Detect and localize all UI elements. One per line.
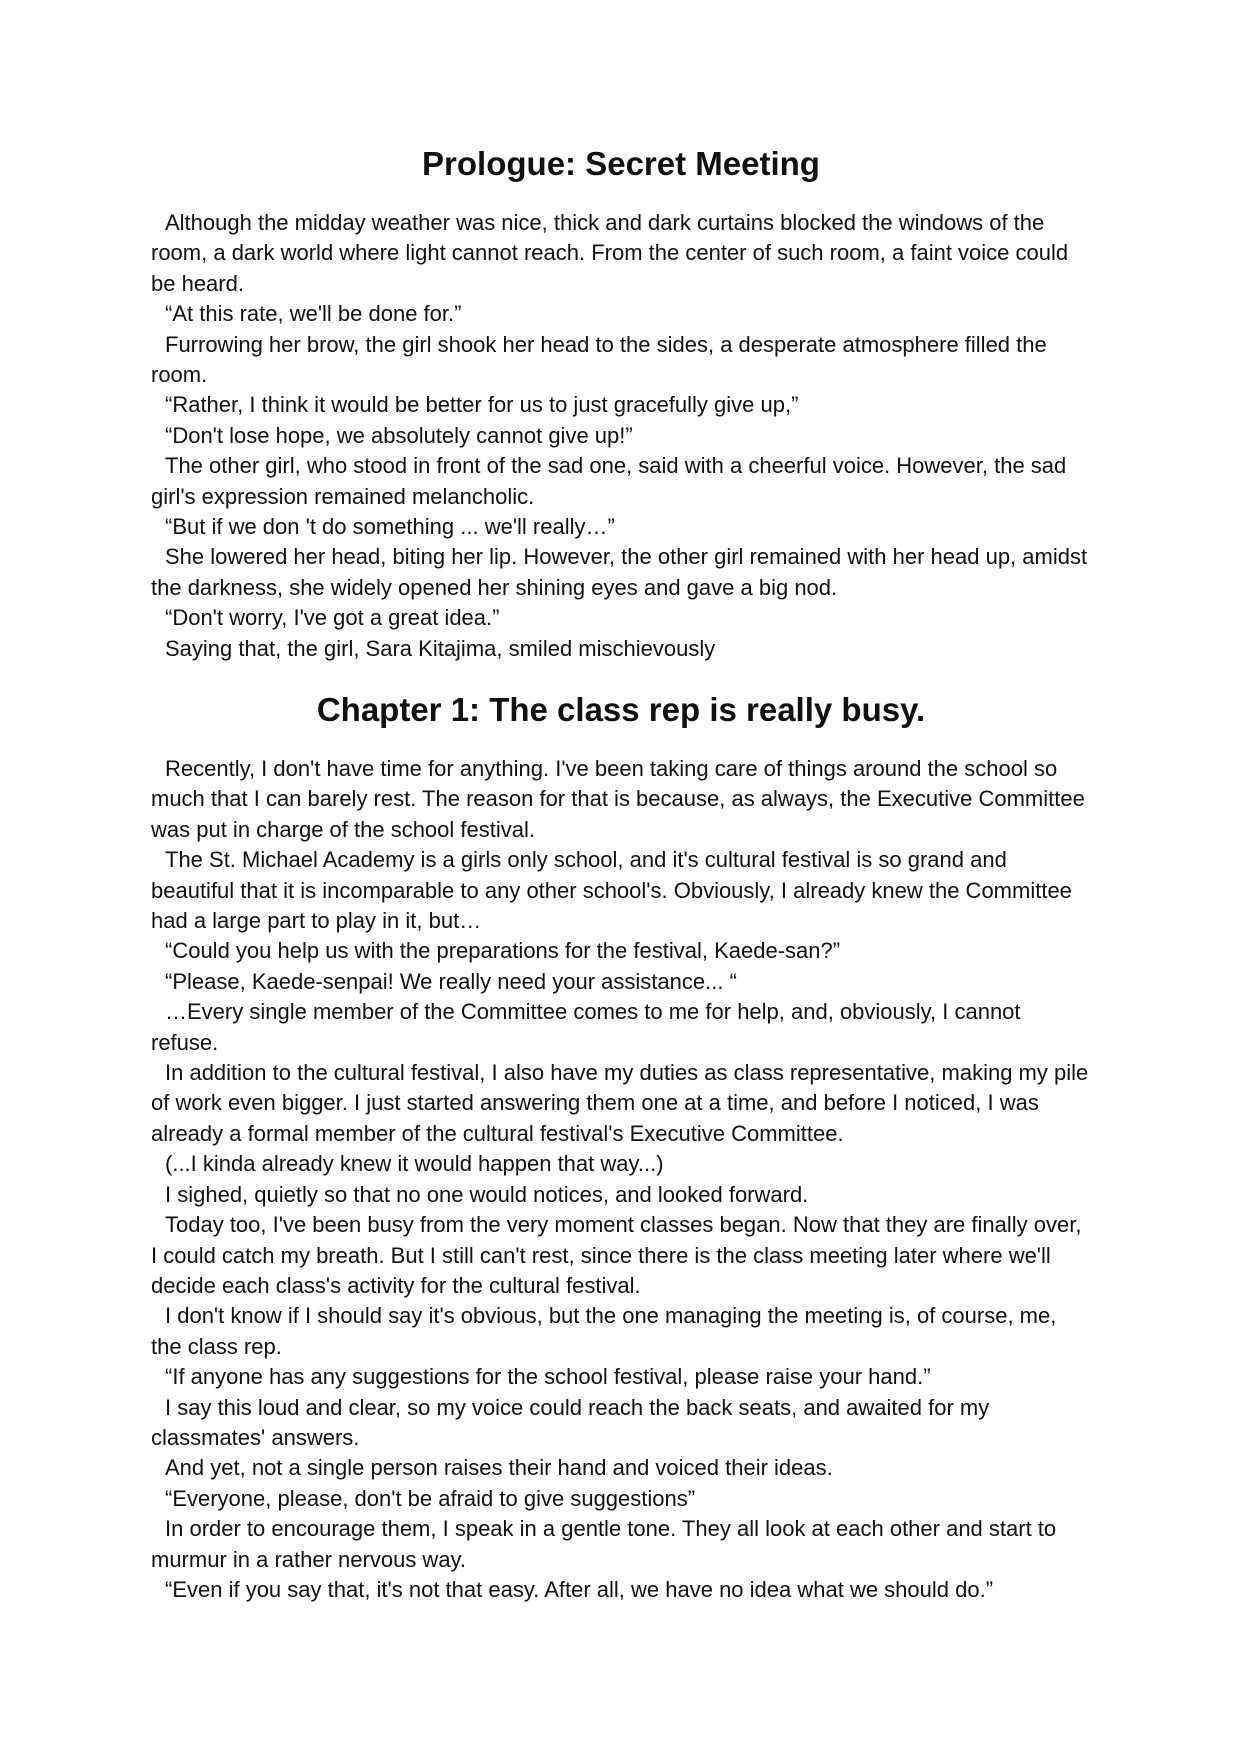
prologue-body (151, 208, 1091, 664)
paragraph: “Please, Kaede-senpai! We really need your assistance... “ (165, 968, 737, 994)
paragraph: “Everyone, please, don't be afraid to give suggestions” (165, 1485, 696, 1511)
chapter-body (151, 754, 1091, 1605)
paragraph: “Don't lose hope, we absolutely cannot give up!” (165, 422, 633, 448)
paragraph: Although the midday weather was nice, thick and dark curtains blocked the windows of the room, a dark world where light cannot reach. From the center of such room, a faint voice could be heard. (151, 210, 1069, 296)
paragraph: “If anyone has any suggestions for the school festival, please raise your hand.” (165, 1364, 931, 1390)
paragraph: (...I kinda already knew it would happen that way...) (165, 1151, 664, 1177)
paragraph: Saying that, the girl, Sara Kitajima, smiled mischievously (165, 635, 716, 661)
paragraph: “Rather, I think it would be better for us to just gracefully give up,” (165, 392, 799, 418)
paragraph: I sighed, quietly so that no one would notices, and looked forward. (165, 1181, 809, 1207)
paragraph: “Even if you say that, it's not that easy. After all, we have no idea what we should do.” (165, 1576, 994, 1602)
paragraph: Recently, I don't have time for anything. I've been taking care of things around the school so much that I can barely rest. The reason for that is because, as always, the Executive Committee was put in charge of the school festival. (151, 756, 1085, 842)
paragraph: And yet, not a single person raises their hand and voiced their ideas. (165, 1455, 833, 1481)
paragraph: Furrowing her brow, the girl shook her head to the sides, a desperate atmosphere filled the room. (151, 331, 1047, 388)
paragraph: “Could you help us with the preparations for the festival, Kaede-san?” (165, 938, 841, 964)
chapter-title: Chapter 1: The class rep is really busy. (316, 691, 926, 728)
paragraph: In order to encourage them, I speak in a gentle tone. They all look at each other and start to murmur in a rather nervous way. (151, 1516, 1057, 1572)
paragraph: “Don't worry, I've got a great idea.” (165, 605, 500, 631)
paragraph: She lowered her head, biting her lip. However, the other girl remained with her head up, amidst the darkness, she widely opened her shining eyes and gave a big nod. (151, 544, 1088, 600)
paragraph: I don't know if I should say it's obvious, but the one managing the meeting is, of course, me, the class rep. (151, 1303, 1057, 1359)
prologue-title: Prologue: Secret Meeting (422, 145, 820, 182)
paragraph: “But if we don 't do something ... we'll really…” (165, 514, 615, 540)
paragraph: The St. Michael Academy is a girls only school, and it's cultural festival is so grand and beautiful that it is incomparable to any other school's. Obviously, I already knew the Committee had a large part to play in it, but… (151, 847, 1072, 934)
paragraph: …Every single member of the Committee comes to me for help, and, obviously, I cannot refuse. (151, 999, 1021, 1055)
paragraph: In addition to the cultural festival, I also have my duties as class representative, making my pile of work even bigger. I just started answering them one at a time, and before I noticed, I was already a formal member of the cultural festival's Executive Committee. (151, 1060, 1089, 1146)
paragraph: “At this rate, we'll be done for.” (165, 301, 462, 327)
paragraph: Today too, I've been busy from the very moment classes began. Now that they are finally over, I could catch my breath. But I still can't rest, since there is the class meeting later where we'll decide each class's activity for the cultural festival. (151, 1212, 1082, 1298)
paragraph: I say this loud and clear, so my voice could reach the back seats, and awaited for my classmates' answers. (151, 1394, 990, 1450)
paragraph: The other girl, who stood in front of the sad one, said with a cheerful voice. However, the sad girl's expression remained melancholic. (151, 453, 1067, 509)
